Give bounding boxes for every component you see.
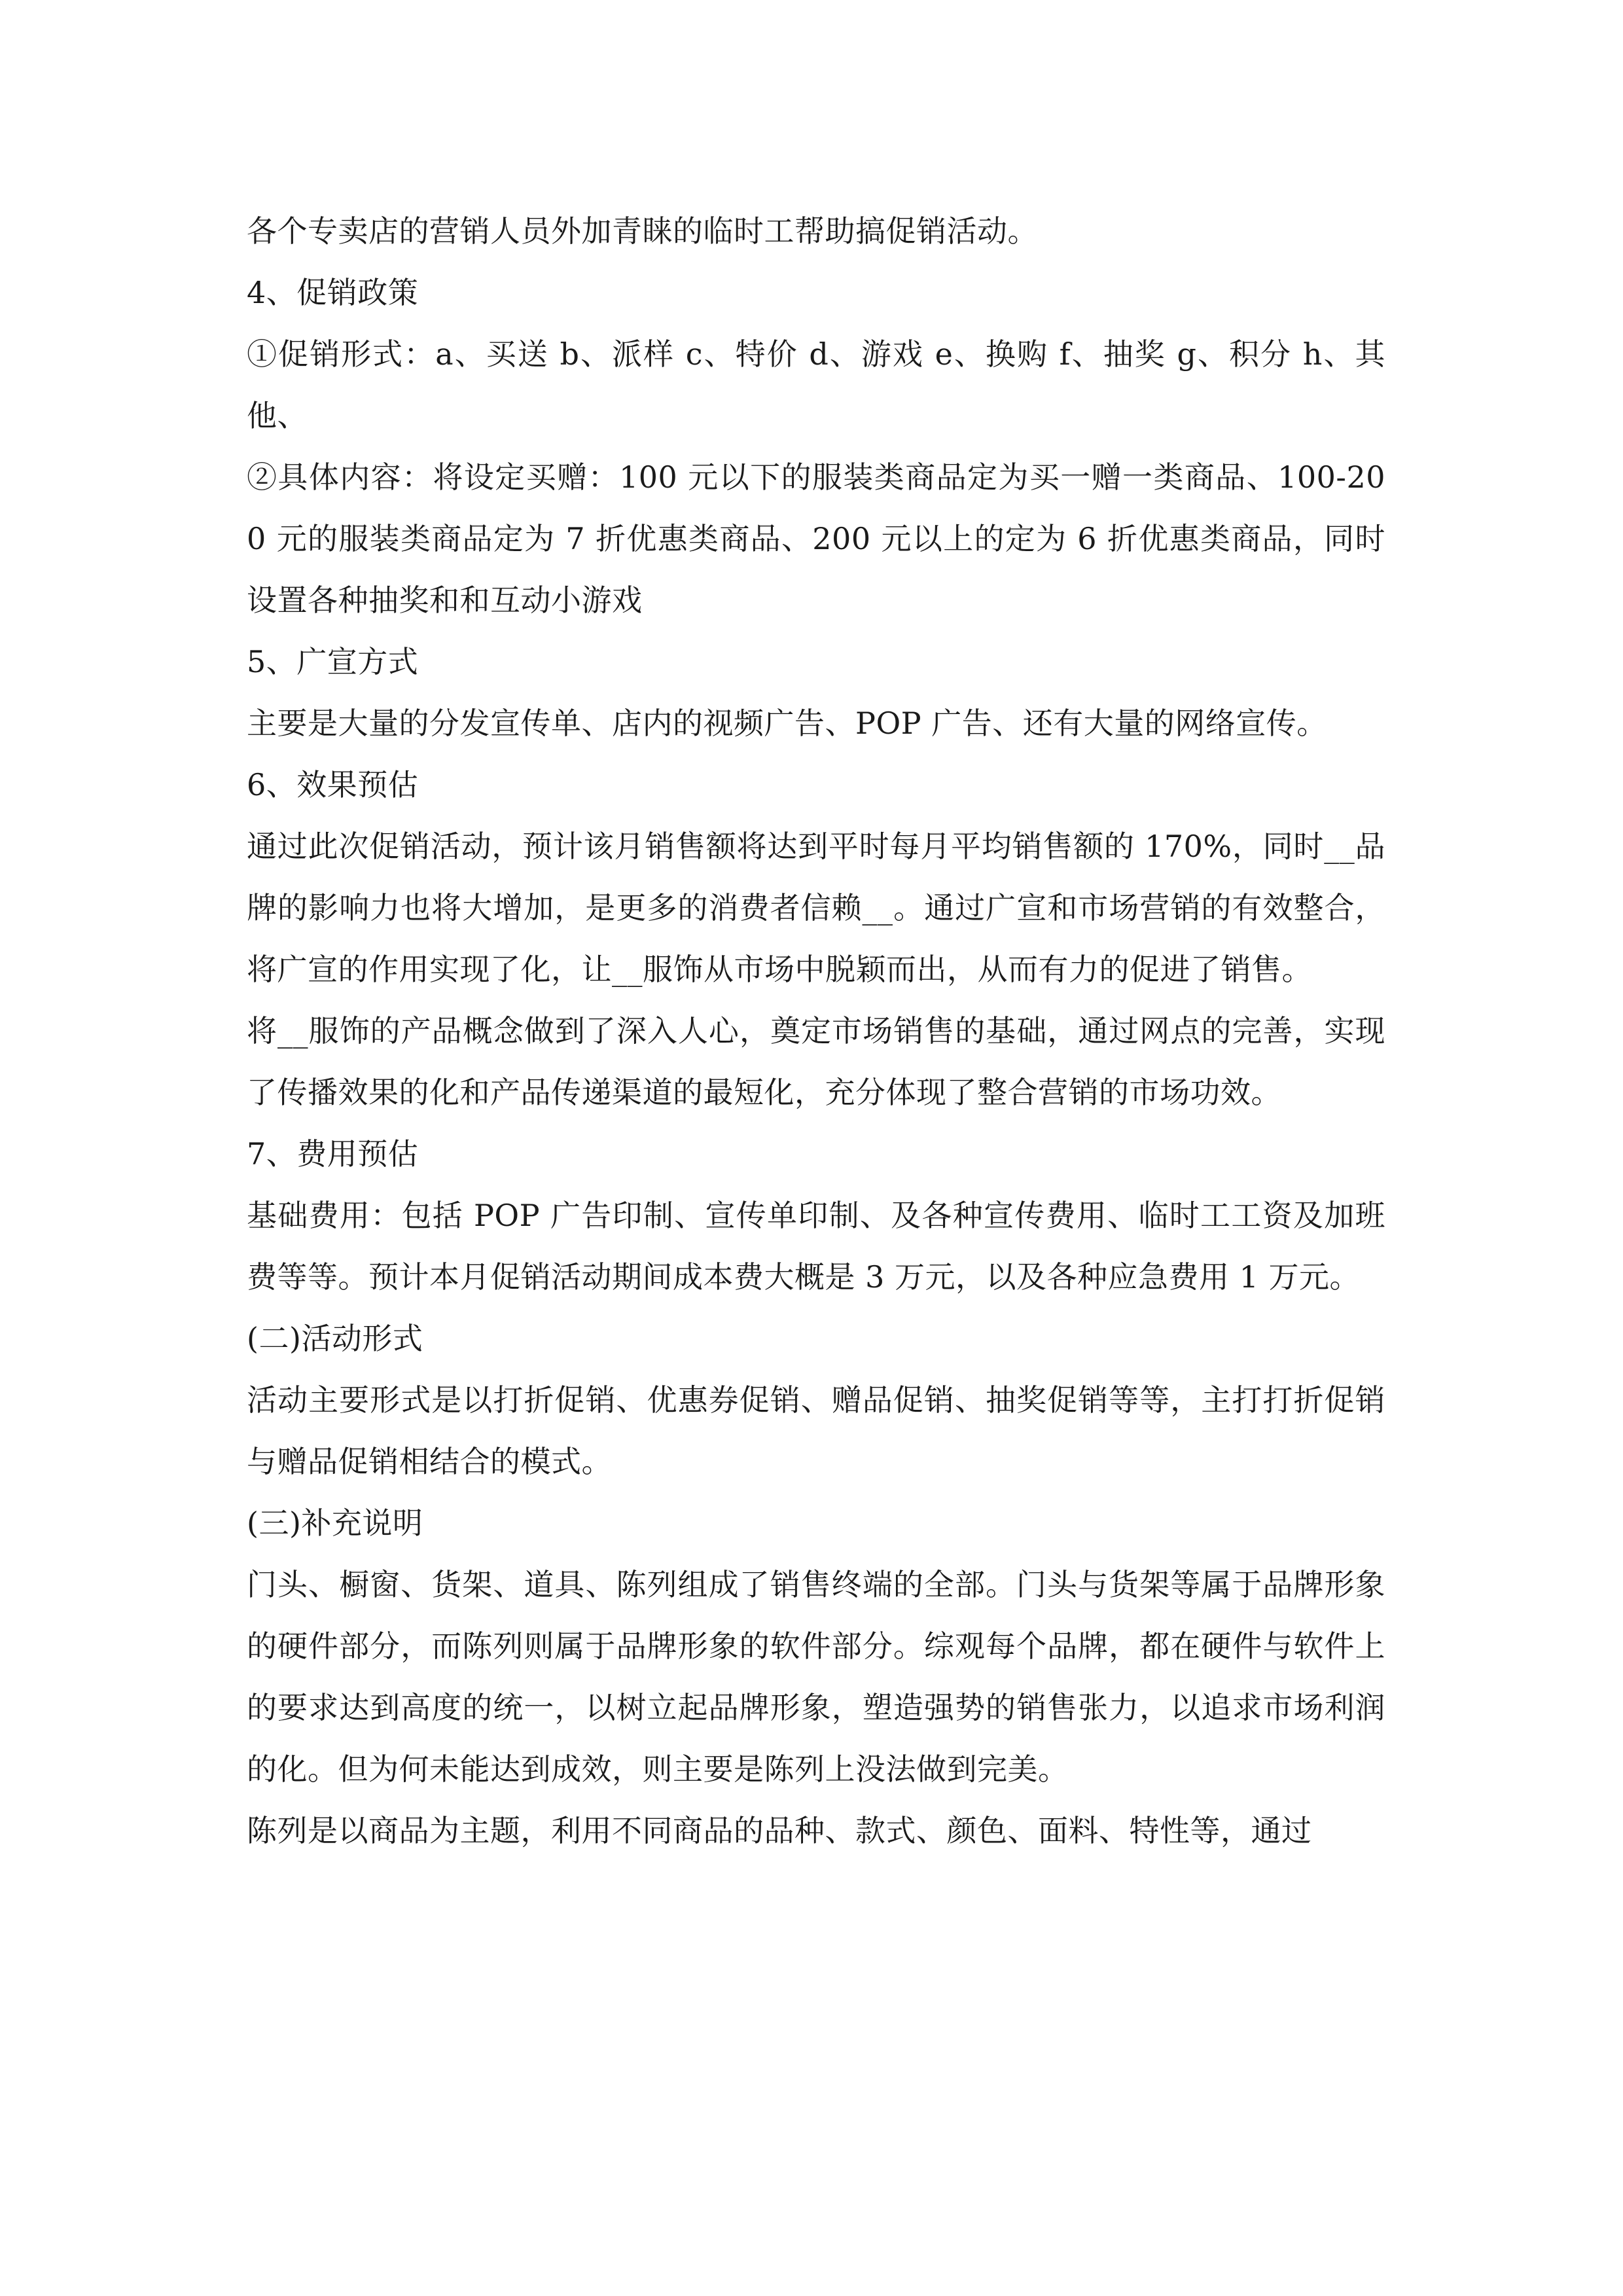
heading-promotion-policy: 4、促销政策 bbox=[247, 275, 419, 310]
paragraph-effect-estimate: 通过此次促销活动，预计该月销售额将达到平时每月平均销售额的 170%，同时__品牌的影响力也将大增加，是更多的消费者信赖__。通过广宣和市场营销的有效整合，将广宣的作用实现了化，让__服饰从市场中脱颖而出，从而有力的促进了销售。 bbox=[247, 829, 1385, 987]
heading-effect-estimate: 6、效果预估 bbox=[247, 767, 419, 802]
paragraph-advertising: 主要是大量的分发宣传单、店内的视频广告、POP 广告、还有大量的网络宣传。 bbox=[247, 706, 1327, 741]
paragraph-activity-form: 活动主要形式是以打折促销、优惠券促销、赠品促销、抽奖促销等等，主打打折促销与赠品促销相结合的模式。 bbox=[247, 1382, 1385, 1479]
paragraph-product-concept: 将__服饰的产品概念做到了深入人心，奠定市场销售的基础，通过网点的完善，实现了传播效果的化和产品传递渠道的最短化，充分体现了整合营销的市场功效。 bbox=[247, 1013, 1385, 1110]
heading-activity-form: (二)活动形式 bbox=[247, 1321, 423, 1356]
document-body bbox=[247, 200, 1385, 1861]
paragraph-cost-estimate: 基础费用：包括 POP 广告印制、宣传单印制、及各种宣传费用、临时工工资及加班费等等。预计本月促销活动期间成本费大概是 3 万元，以及各种应急费用 1 万元。 bbox=[247, 1198, 1385, 1295]
heading-supplementary-notes: (三)补充说明 bbox=[247, 1505, 423, 1541]
heading-cost-estimate: 7、费用预估 bbox=[247, 1136, 419, 1172]
paragraph-display-definition: 陈列是以商品为主题，利用不同商品的品种、款式、颜色、面料、特性等，通过 bbox=[247, 1813, 1312, 1848]
paragraph-promotion-details: ②具体内容：将设定买赠：100 元以下的服装类商品定为买一赠一类商品、100-200 元的服装类商品定为 7 折优惠类商品、200 元以上的定为 6 折优惠类商品，同时设置各种抽奖和和互动小游戏 bbox=[247, 459, 1385, 618]
heading-advertising-methods: 5、广宣方式 bbox=[247, 644, 419, 679]
paragraph-staffing: 各个专卖店的营销人员外加青睐的临时工帮助搞促销活动。 bbox=[247, 213, 1038, 249]
paragraph-terminal-display: 门头、橱窗、货架、道具、陈列组成了销售终端的全部。门头与货架等属于品牌形象的硬件部分，而陈列则属于品牌形象的软件部分。综观每个品牌，都在硬件与软件上的要求达到高度的统一，以树立起品牌形象，塑造强势的销售张力，以追求市场利润的化。但为何未能达到成效，则主要是陈列上没法做到完美。 bbox=[247, 1567, 1385, 1787]
paragraph-promotion-forms: ①促销形式：a、买送 b、派样 c、特价 d、游戏 e、换购 f、抽奖 g、积分 h、其他、 bbox=[247, 336, 1385, 433]
